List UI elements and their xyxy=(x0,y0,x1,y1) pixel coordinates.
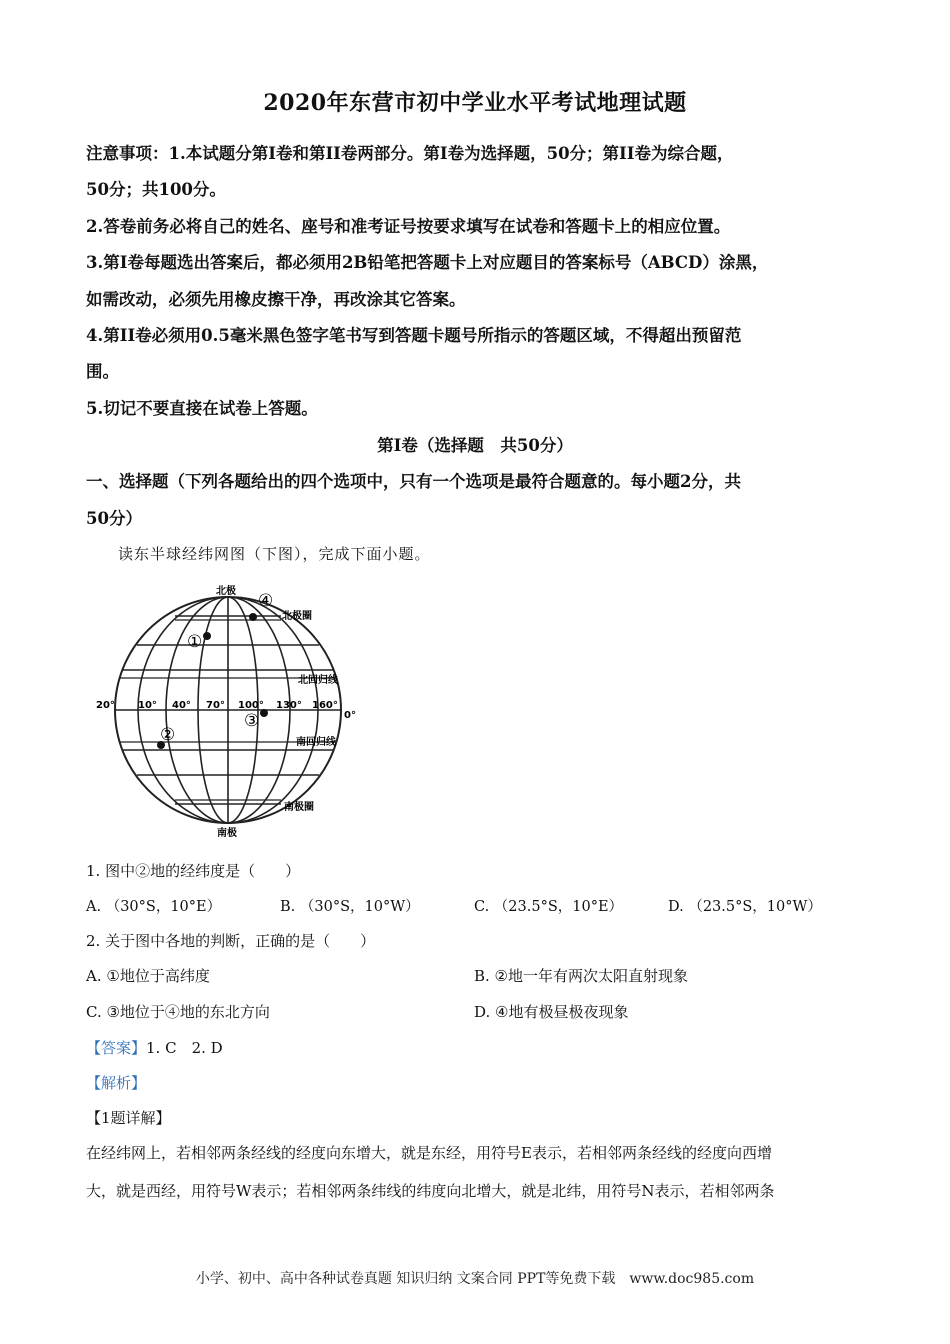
lon-label-70: 70° xyxy=(206,700,225,711)
notice-line-1: 注意事项：1.本试题分第I卷和第II卷两部分。第I卷为选择题，50分；第II卷为综合题， xyxy=(86,144,734,163)
q1-option-a: A. （30°S，10°E） xyxy=(86,899,222,915)
detail-line-1: 在经纬网上，若相邻两条经线的经度向东增大，就是东经，用符号E表示，若相邻两条经线的经度向西增 xyxy=(86,1144,772,1162)
south-pole-label: 南极 xyxy=(217,828,237,839)
notice-line-2: 50分；共100分。 xyxy=(86,180,226,199)
answer-text: 1. C 2. D xyxy=(146,1039,223,1057)
arctic-circle-label: 北极圈 xyxy=(282,611,312,622)
answer-label: 【答案】 xyxy=(86,1039,147,1057)
notice-line-6: 4.第II卷必须用0.5毫米黑色签字笔书写到答题卡题号所指示的答题区域，不得超出预留范 xyxy=(86,326,742,345)
point-3-label: ③ xyxy=(244,711,260,731)
point-1-label: ① xyxy=(187,632,203,652)
q1-option-c: C. （23.5°S，10°E） xyxy=(474,899,624,915)
q2-stem: 2. 关于图中各地的判断，正确的是（ ） xyxy=(86,932,376,950)
detail-line-2: 大，就是西经，用符号W表示；若相邻两条纬线的纬度向北增大，就是北纬，用符号N表示，若相邻两条 xyxy=(86,1182,775,1200)
lon-label-160: 160° xyxy=(312,700,338,711)
q1-option-b: B. （30°S，10°W） xyxy=(280,899,420,915)
q2-option-d: D. ④地有极昼极夜现象 xyxy=(474,1003,629,1021)
figure-intro: 读东半球经纬网图（下图），完成下面小题。 xyxy=(118,545,431,563)
lon-label-0: 0° xyxy=(344,710,356,721)
q2-option-b: B. ②地一年有两次太阳直射现象 xyxy=(474,967,689,985)
page-title: 2020年东营市初中学业水平考试地理试题 xyxy=(263,90,687,116)
lon-label-130: 130° xyxy=(276,700,302,711)
q2-option-c: C. ③地位于④地的东北方向 xyxy=(86,1003,270,1021)
notice-line-5: 如需改动，必须先用橡皮擦干净，再改涂其它答案。 xyxy=(86,290,466,309)
tropic-capricorn-label: 南回归线 xyxy=(296,737,336,748)
q1-option-d: D. （23.5°S，10°W） xyxy=(668,899,822,915)
section-title: 第I卷（选择题 共50分） xyxy=(377,436,573,455)
notice-line-8: 5.切记不要直接在试卷上答题。 xyxy=(86,399,318,418)
part-heading-1: 一、选择题（下列各题给出的四个选项中，只有一个选项是最符合题意的。每小题2分，共 xyxy=(86,472,741,491)
q1-stem: 1. 图中②地的经纬度是（ ） xyxy=(86,862,301,880)
tropic-cancer-label: 北回归线 xyxy=(298,675,338,686)
lon-label-20: 20° xyxy=(96,700,115,711)
point-2-label: ② xyxy=(160,725,176,745)
antarctic-circle-label: 南极圈 xyxy=(284,802,314,813)
page-footer: 小学、初中、高中各种试卷真题 知识归纳 文案合同 PPT等免费下载 www.doc985.com xyxy=(195,1271,755,1287)
globe-figure xyxy=(90,582,370,840)
point-4-label: ④ xyxy=(258,591,274,611)
notice-line-4: 3.第I卷每题选出答案后，都必须用2B铅笔把答题卡上对应题目的答案标号（ABCD）涂黑， xyxy=(86,253,769,272)
point-1-dot xyxy=(203,632,211,640)
detail-label: 【1题详解】 xyxy=(86,1109,171,1127)
answer-line xyxy=(86,1037,223,1058)
north-pole-label: 北极 xyxy=(216,586,236,597)
lon-label-10: 10° xyxy=(138,700,157,711)
point-4-dot xyxy=(249,613,257,621)
analysis-label: 【解析】 xyxy=(86,1074,147,1092)
part-heading-2: 50分） xyxy=(86,509,142,528)
lon-label-100: 100° xyxy=(238,700,264,711)
notice-line-3: 2.答卷前务必将自己的姓名、座号和准考证号按要求填写在试卷和答题卡上的相应位置。 xyxy=(86,217,731,236)
notice-line-7: 围。 xyxy=(86,362,119,381)
q2-option-a: A. ①地位于高纬度 xyxy=(86,967,210,985)
lon-label-40: 40° xyxy=(172,700,191,711)
